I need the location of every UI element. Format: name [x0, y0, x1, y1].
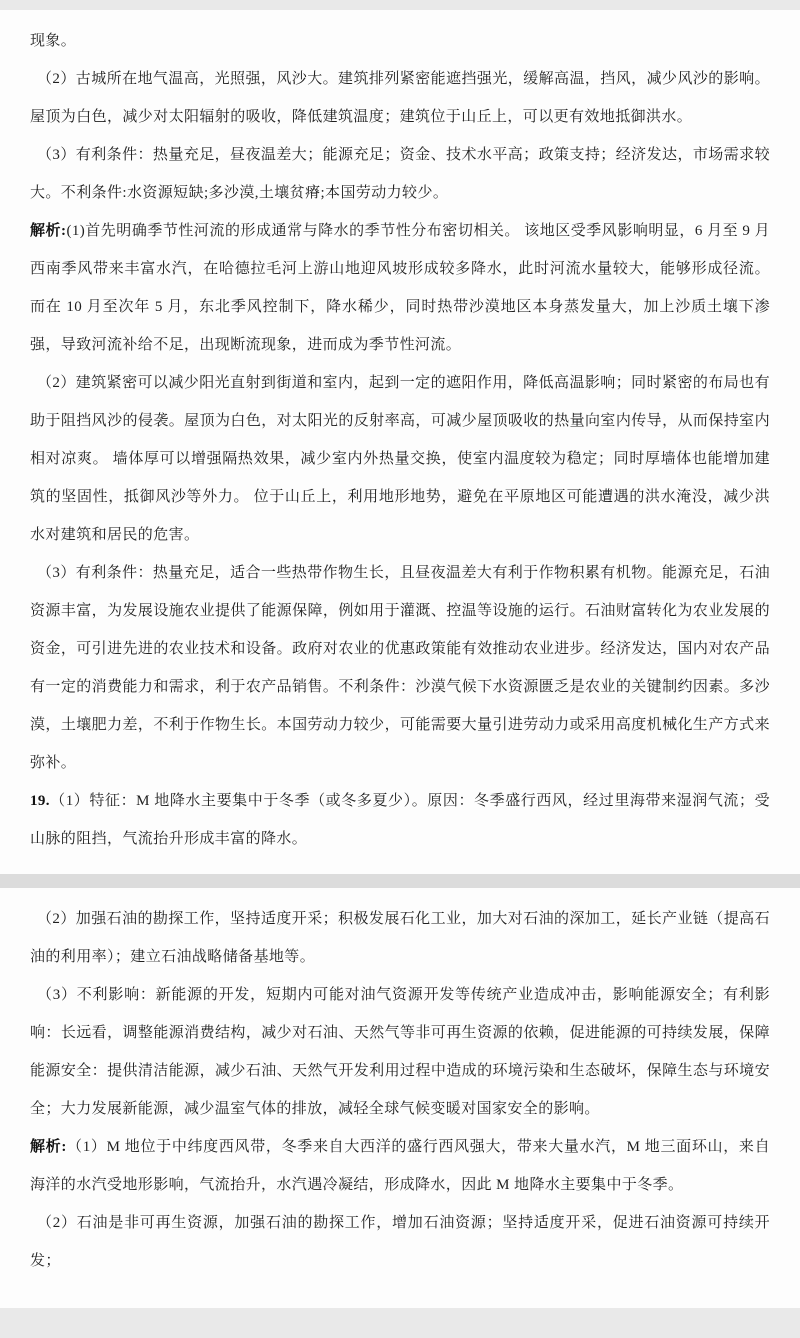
- paragraph-text: （2）古城所在地气温高，光照强，风沙大。建筑排列紧密能遮挡强光，缓解高温，挡风，减少风沙的影响。屋顶为白色，减少对太阳辐射的吸收，降低建筑温度；建筑位于山丘上，可以更有效地抵御洪水。: [30, 71, 770, 125]
- top-margin-strip: [0, 0, 800, 10]
- page-2: [0, 888, 800, 1308]
- analysis-paragraph-q19-1: [30, 1128, 770, 1204]
- answer-paragraph-q19-3: [30, 976, 770, 1128]
- answer-paragraph-2: [30, 60, 770, 136]
- answer-paragraph-3: [30, 136, 770, 212]
- paragraph-text: （2）建筑紧密可以减少阳光直射到街道和室内，起到一定的遮阳作用，降低高温影响；同时紧密的布局也有助于阻挡风沙的侵袭。屋顶为白色，对太阳光的反射率高，可减少屋顶吸收的热量向室内传导，从而保持室内相对凉爽。 墙体厚可以增强隔热效果，减少室内外热量交换，使室内温度较为稳定；同时厚墙体也能增加建筑的坚固性，抵御风沙等外力。 位于山丘上，利用地形地势，避免在平原地区可能遭遇的洪水淹没，减少洪水对建筑和居民的危害。: [30, 375, 770, 543]
- page-1: [0, 10, 800, 874]
- paragraph-text: （2）加强石油的勘探工作，坚持适度开采；积极发展石化工业，加大对石油的深加工，延长产业链（提高石油的利用率）；建立石油战略储备基地等。: [30, 911, 770, 965]
- analysis-paragraph-1: [30, 212, 770, 364]
- analysis-label: 解析:: [30, 1139, 67, 1155]
- answer-paragraph-q19-2: [30, 900, 770, 976]
- page-gap: [0, 874, 800, 888]
- paragraph-text: （1）特征：M 地降水主要集中于冬季（或冬多夏少）。原因：冬季盛行西风，经过里海带来湿润气流；受山脉的阻挡，气流抬升形成丰富的降水。: [30, 793, 770, 847]
- analysis-paragraph-2: [30, 364, 770, 554]
- analysis-paragraph-3: [30, 554, 770, 782]
- analysis-label: 解析:: [30, 223, 67, 239]
- question-number: 19.: [30, 793, 50, 809]
- paragraph-continuation: [30, 22, 770, 60]
- question-19-answer: [30, 782, 770, 858]
- paragraph-text: （3）有利条件：热量充足，适合一些热带作物生长，且昼夜温差大有利于作物积累有机物。能源充足，石油资源丰富，为发展设施农业提供了能源保障，例如用于灌溉、控温等设施的运行。石油财富转化为农业发展的资金，可引进先进的农业技术和设备。政府对农业的优惠政策能有效推动农业进步。经济发达，国内对农产品有一定的消费能力和需求，利于农产品销售。不利条件：沙漠气候下水资源匮乏是农业的关键制约因素。多沙漠，土壤肥力差，不利于作物生长。本国劳动力较少，可能需要大量引进劳动力或采用高度机械化生产方式来弥补。: [30, 565, 770, 771]
- paragraph-text: 现象。: [30, 33, 77, 49]
- paragraph-text: （3）有利条件：热量充足，昼夜温差大；能源充足；资金、技术水平高；政策支持；经济发达，市场需求较大。不利条件:水资源短缺;多沙漠,土壤贫瘠;本国劳动力较少。: [30, 147, 770, 201]
- paragraph-text: (1)首先明确季节性河流的形成通常与降水的季节性分布密切相关。 该地区受季风影响明显，6 月至 9 月西南季风带来丰富水汽，在哈德拉毛河上游山地迎风坡形成较多降水，此时河流水量较大，能够形成径流。 而在 10 月至次年 5 月，东北季风控制下，降水稀少，同时热带沙漠地区本身蒸发量大，加上沙质土壤下渗强，导致河流补给不足，出现断流现象，进而成为季节性河流。: [30, 223, 770, 353]
- paragraph-text: （2）石油是非可再生资源，加强石油的勘探工作，增加石油资源；坚持适度开采，促进石油资源可持续开发；: [30, 1215, 770, 1269]
- paragraph-text: （1）M 地位于中纬度西风带，冬季来自大西洋的盛行西风强大，带来大量水汽，M 地三面环山，来自海洋的水汽受地形影响，气流抬升，水汽遇冷凝结，形成降水，因此 M 地降水主要集中于冬季。: [30, 1139, 770, 1193]
- analysis-paragraph-q19-2: [30, 1204, 770, 1280]
- paragraph-text: （3）不利影响：新能源的开发，短期内可能对油气资源开发等传统产业造成冲击，影响能源安全；有利影响：长远看，调整能源消费结构，减少对石油、天然气等非可再生资源的依赖，促进能源的可持续发展，保障能源安全：提供清洁能源，减少石油、天然气开发利用过程中造成的环境污染和生态破坏，保障生态与环境安全；大力发展新能源，减少温室气体的排放，减轻全球气候变暖对国家安全的影响。: [30, 987, 770, 1117]
